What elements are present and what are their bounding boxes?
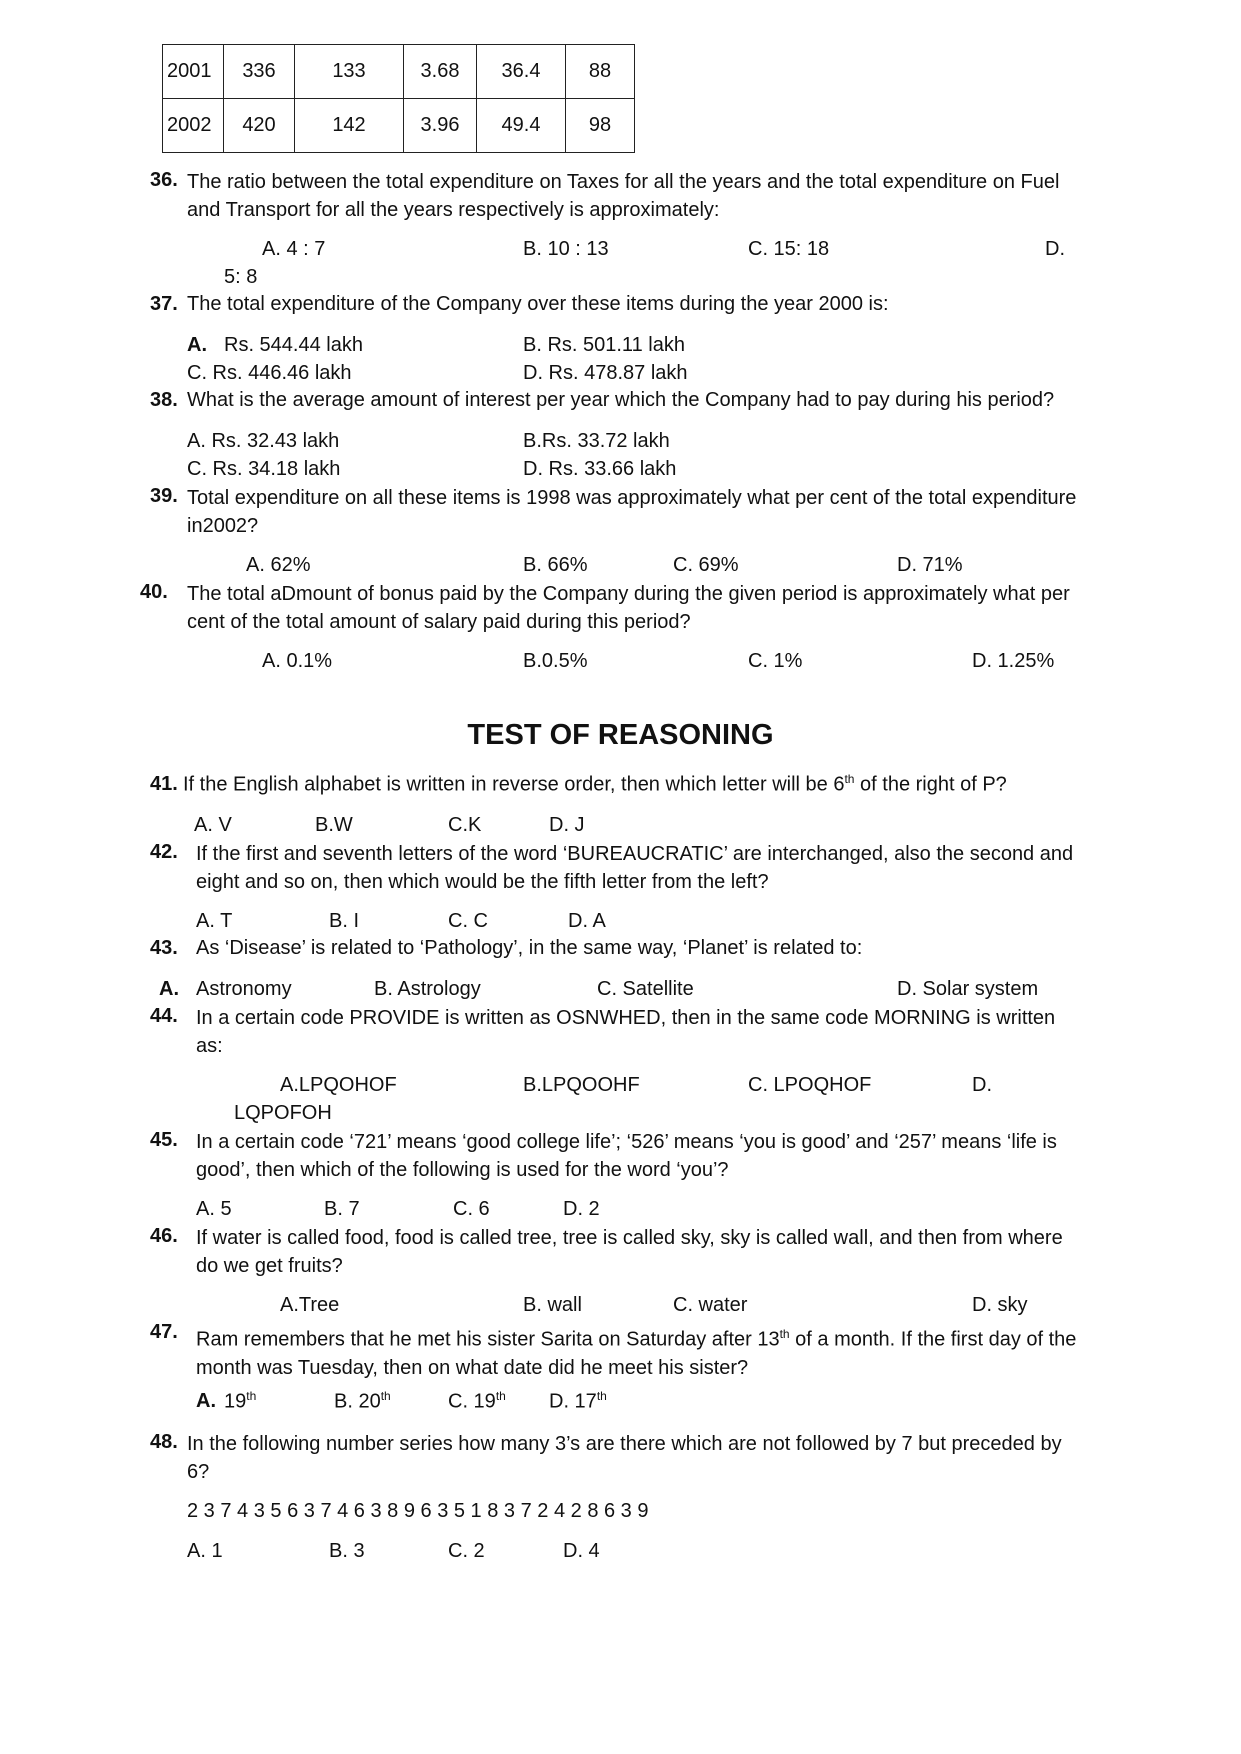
option-c: C. Rs. 446.46 lakh — [187, 362, 352, 384]
option-a: Rs. 544.44 lakh — [224, 334, 363, 356]
question-text: The total expenditure of the Company over these items during the year 2000 is: — [187, 293, 889, 315]
option-a: A. 5 — [196, 1198, 232, 1220]
question-number: 37. — [150, 293, 178, 315]
option-a: A. 1 — [187, 1540, 223, 1562]
option-a: Astronomy — [196, 978, 292, 1000]
question-text — [183, 772, 1007, 797]
option-c: C. Rs. 34.18 lakh — [187, 458, 341, 480]
option-a: A.Tree — [280, 1294, 340, 1316]
option-a: A. 62% — [246, 554, 311, 576]
table-cell: 3.68 — [404, 45, 477, 99]
option-b: B. 10 : 13 — [523, 238, 609, 260]
option-b: B.W — [315, 814, 353, 836]
question-text: Total expenditure on all these items is 1998 was approximately what per cent of the total expenditure in2002? — [187, 487, 1077, 537]
question-text: In the following number series how many 3’s are there which are not followed by 7 but preceded by 6? — [187, 1433, 1062, 1483]
question-number: 43. — [150, 937, 178, 959]
option-d: D. sky — [972, 1294, 1028, 1316]
table-cell: 88 — [566, 45, 635, 99]
table-cell: 142 — [295, 99, 404, 153]
question-text: The total aDmount of bonus paid by the Company during the given period is approximately what per cent of the total amount of salary paid during this period? — [187, 583, 1070, 633]
question-number: 45. — [150, 1129, 178, 1151]
question-text: If the first and seventh letters of the word ‘BUREAUCRATIC’ are interchanged, also the second and eight and so on, then which would be the fifth letter from the left? — [196, 843, 1074, 893]
option-c: C. 1% — [748, 650, 803, 672]
data-table — [162, 44, 635, 153]
option-b: B.0.5% — [523, 650, 588, 672]
table-cell: 49.4 — [477, 99, 566, 153]
option-c: C. 6 — [453, 1198, 490, 1220]
question-text: If water is called food, food is called tree, tree is called sky, sky is called wall, and then from where do we get fruits? — [196, 1227, 1063, 1277]
superscript: th — [495, 1389, 506, 1403]
option-b: B. 66% — [523, 554, 588, 576]
option-d: D. Rs. 33.66 lakh — [523, 458, 677, 480]
option-a-label: A. — [196, 1390, 216, 1412]
option-a-label: A. — [187, 334, 207, 356]
option-d: D. Rs. 478.87 lakh — [523, 362, 688, 384]
option-b: B. I — [329, 910, 360, 932]
option-value: B. 20 — [334, 1390, 381, 1413]
option-c: C. C — [448, 910, 488, 932]
option-c — [448, 1389, 506, 1414]
option-b: B. 7 — [324, 1198, 360, 1220]
section-title: TEST OF REASONING — [467, 719, 774, 751]
question-number: 47. — [150, 1321, 178, 1343]
option-d: D. 71% — [897, 554, 963, 576]
option-a: A.LPQOHOF — [280, 1074, 397, 1096]
table-row — [163, 45, 635, 99]
option-d-value: 5: 8 — [224, 266, 258, 288]
question-number: 41. — [150, 773, 178, 795]
question-number: 42. — [150, 841, 178, 863]
table-row — [163, 99, 635, 153]
table-cell: 98 — [566, 99, 635, 153]
option-c: C.K — [448, 814, 482, 836]
question-number: 38. — [150, 389, 178, 411]
question-number: 48. — [150, 1431, 178, 1453]
table-cell: 336 — [224, 45, 295, 99]
question-number: 39. — [150, 485, 178, 507]
table-cell: 2002 — [163, 99, 224, 153]
question-number: 40. — [140, 581, 168, 603]
superscript: th — [246, 1389, 257, 1403]
table-cell: 133 — [295, 45, 404, 99]
question-text-part: of a month. If the first day of the month was Tuesday, then on what date did he meet his sister? — [196, 1328, 1077, 1379]
option-c: C. Satellite — [597, 978, 694, 1000]
question-text: What is the average amount of interest per year which the Company had to pay during his period? — [187, 389, 1055, 411]
question-text: The ratio between the total expenditure on Taxes for all the years and the total expenditure on Fuel and Transport for all the years respectively is approximately: — [187, 171, 1060, 221]
question-text-part: If the English alphabet is written in reverse order, then which letter will be 6 — [183, 773, 845, 796]
option-b: B. 3 — [329, 1540, 365, 1562]
table-cell: 2001 — [163, 45, 224, 99]
question-number: 36. — [150, 169, 178, 191]
option-d: D. 2 — [563, 1198, 600, 1220]
option-d: D. Solar system — [897, 978, 1039, 1000]
option-d: D. — [972, 1074, 992, 1096]
option-value: C. 19 — [448, 1390, 496, 1413]
number-series: 2 3 7 4 3 5 6 3 7 4 6 3 8 9 6 3 5 1 8 3 7 2 4 2 8 6 3 9 — [187, 1500, 649, 1522]
option-c: C. 69% — [673, 554, 739, 576]
option-c: C. 2 — [448, 1540, 485, 1562]
option-b: B.LPQOOHF — [523, 1074, 640, 1096]
question-text-part: Ram remembers that he met his sister Sarita on Saturday after 13 — [196, 1328, 780, 1351]
option-a: A. V — [194, 814, 232, 836]
option-a: A. Rs. 32.43 lakh — [187, 430, 340, 452]
option-a: A. T — [196, 910, 233, 932]
question-text: In a certain code ‘721’ means ‘good college life’; ‘526’ means ‘you is good’ and ‘257’ means ‘life is good’, then which of the following is used for the word ‘you’? — [196, 1131, 1057, 1181]
superscript: th — [596, 1389, 607, 1403]
question-text: As ‘Disease’ is related to ‘Pathology’, in the same way, ‘Planet’ is related to: — [196, 937, 863, 959]
option-b: B. Rs. 501.11 lakh — [523, 334, 685, 356]
superscript: th — [380, 1389, 391, 1403]
table-cell: 36.4 — [477, 45, 566, 99]
table-cell: 3.96 — [404, 99, 477, 153]
option-d: D. 1.25% — [972, 650, 1055, 672]
option-b: B.Rs. 33.72 lakh — [523, 430, 670, 452]
option-d: D. J — [549, 814, 585, 836]
superscript: th — [779, 1327, 790, 1341]
option-a: A. 4 : 7 — [262, 238, 326, 260]
question-number: 44. — [150, 1005, 178, 1027]
option-value: 19 — [224, 1390, 247, 1413]
question-text-part: of the right of P? — [854, 773, 1007, 796]
question-text — [196, 1320, 1096, 1382]
table-cell: 420 — [224, 99, 295, 153]
option-a-label: A. — [159, 978, 179, 1000]
option-d — [549, 1389, 607, 1414]
question-text: In a certain code PROVIDE is written as OSNWHED, then in the same code MORNING is written as: — [196, 1007, 1056, 1057]
option-b: B. Astrology — [374, 978, 481, 1000]
option-c: C. LPOQHOF — [748, 1074, 872, 1096]
option-b — [334, 1389, 391, 1414]
option-c: C. water — [673, 1294, 748, 1316]
option-d: D. A — [568, 910, 606, 932]
option-d: D. 4 — [563, 1540, 600, 1562]
option-d-value: LQPOFOH — [234, 1102, 332, 1124]
option-c: C. 15: 18 — [748, 238, 830, 260]
option-a — [224, 1389, 256, 1414]
option-d: D. — [1045, 238, 1065, 260]
option-b: B. wall — [523, 1294, 582, 1316]
option-a: A. 0.1% — [262, 650, 333, 672]
option-value: D. 17 — [549, 1390, 597, 1413]
superscript: th — [844, 772, 855, 786]
question-number: 46. — [150, 1225, 178, 1247]
